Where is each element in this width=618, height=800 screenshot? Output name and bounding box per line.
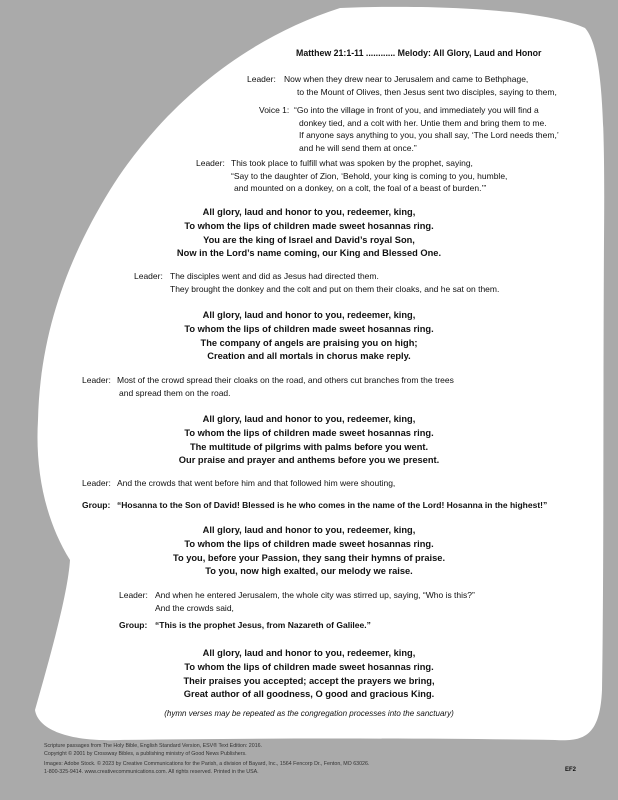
text-line: The disciples went and did as Jesus had directed them. <box>170 271 379 281</box>
voice-text-1 <box>294 104 559 154</box>
leader-speaker-6: Leader: <box>119 590 148 600</box>
footer-line: Scripture passages from The Holy Bible, English Standard Version, ESV® Text Edition: 2016. <box>44 743 263 749</box>
text-line: and mounted on a donkey, on a colt, the foal of a beast of burden.’” <box>234 183 487 194</box>
chorus-line: To whom the lips of children made sweet hosannas ring. <box>184 538 434 549</box>
chorus-line: The company of angels are praising you on high; <box>200 337 418 348</box>
text-line: and he will send them at once.” <box>299 142 417 153</box>
text-line: And when he entered Jerusalem, the whole city was stirred up, saying, “Who is this?” <box>155 590 475 600</box>
leader-speaker-4: Leader: <box>82 375 111 385</box>
group-text-2: “This is the prophet Jesus, from Nazareth of Galilee.” <box>155 620 371 630</box>
chorus-line: To you, before your Passion, they sang their hymns of praise. <box>172 552 446 563</box>
chorus-line: All glory, laud and honor to you, redeemer, king, <box>202 310 416 320</box>
chorus-line: To you, now high exalted, our melody we raise. <box>205 566 413 577</box>
chorus-verse-5 <box>0 647 618 702</box>
chorus-line: To whom the lips of children made sweet hosannas ring. <box>184 427 434 438</box>
page-title: Matthew 21:1-11 ............ Melody: All Glory, Laud and Honor <box>296 48 542 58</box>
leader-text-4 <box>117 374 454 399</box>
chorus-verse-2 <box>0 309 618 364</box>
chorus-line: Great author of all goodness, O good and gracious King. <box>183 689 435 700</box>
leader-speaker-5: Leader: <box>82 478 111 488</box>
repeat-note: (hymn verses may be repeated as the congregation processes into the sanctuary) <box>164 709 454 718</box>
chorus-line: All glory, laud and honor to you, redeemer, king, <box>202 207 416 217</box>
group-speaker-2: Group: <box>119 620 148 630</box>
text-line: And the crowds said, <box>155 602 234 613</box>
product-code: EF2 <box>565 767 577 773</box>
leader-text-2 <box>231 157 507 195</box>
text-line: “Go into the village in front of you, and immediately you will find a <box>294 105 539 115</box>
text-line: Now when they drew near to Jerusalem and came to Bethphage, <box>284 74 529 84</box>
leader-speaker-1: Leader: <box>247 74 276 84</box>
chorus-verse-3 <box>0 413 618 468</box>
text-line: This took place to fulfill what was spoken by the prophet, saying, <box>231 158 473 168</box>
chorus-line: All glory, laud and honor to you, redeemer, king, <box>202 414 416 424</box>
leader-text-6 <box>155 589 475 614</box>
text-line: Most of the crowd spread their cloaks on the road, and others cut branches from the trees <box>117 375 454 385</box>
chorus-line: The multitude of pilgrims with palms before you went. <box>189 441 429 452</box>
text-line: And the crowds that went before him and that followed him were shouting, <box>117 478 396 488</box>
chorus-line: All glory, laud and honor to you, redeemer, king, <box>202 648 416 658</box>
chorus-verse-4 <box>0 524 618 579</box>
chorus-line: To whom the lips of children made sweet hosannas ring. <box>184 220 434 231</box>
chorus-verse-1 <box>0 206 618 261</box>
leader-text-5 <box>117 477 395 490</box>
leader-speaker-3: Leader: <box>134 271 163 281</box>
leader-text-3 <box>170 270 499 295</box>
text-line: and spread them on the road. <box>119 387 231 398</box>
footer-line: Copyright © 2001 by Crossway Bibles, a publishing ministry of Good News Publishers. <box>44 750 247 757</box>
text-line: to the Mount of Olives, then Jesus sent two disciples, saying to them, <box>297 86 557 97</box>
chorus-line: Creation and all mortals in chorus make reply. <box>207 351 411 362</box>
leader-text-1 <box>284 73 557 98</box>
chorus-line: All glory, laud and honor to you, redeemer, king, <box>202 525 416 535</box>
text-line: donkey tied, and a colt with her. Untie them and bring them to me. <box>299 117 547 128</box>
chorus-line: Now in the Lord’s name coming, our King and Blessed One. <box>176 248 442 259</box>
group-speaker-1: Group: <box>82 500 111 510</box>
voice-speaker-1: Voice 1: <box>259 105 290 115</box>
chorus-line: Our praise and prayer and anthems before you we present. <box>178 455 440 466</box>
footer-line: 1-800-325-9414. www.creativecommunications.com. All rights reserved. Printed in the USA. <box>44 768 259 775</box>
leader-speaker-2: Leader: <box>196 158 225 168</box>
chorus-line: You are the king of Israel and David’s royal Son, <box>203 234 415 245</box>
text-line: “Say to the daughter of Zion, ‘Behold, your king is coming to you, humble, <box>231 170 508 181</box>
copyright-footer <box>44 743 369 776</box>
chorus-line: To whom the lips of children made sweet hosannas ring. <box>184 661 434 672</box>
chorus-line: To whom the lips of children made sweet hosannas ring. <box>184 323 434 334</box>
text-line: They brought the donkey and the colt and put on them their cloaks, and he sat on them. <box>170 283 500 294</box>
footer-line: Images: Adobe Stock. © 2023 by Creative Communications for the Parish, a division of Bayard, Inc., 1564 Fencorp Dr., Fenton, MO 63026. <box>44 761 370 768</box>
group-text-1: “Hosanna to the Son of David! Blessed is he who comes in the name of the Lord! Hosanna in the highest!” <box>117 500 548 510</box>
text-line: If anyone says anything to you, you shall say, ‘The Lord needs them,’ <box>299 130 559 141</box>
chorus-line: Their praises you accepted; accept the prayers we bring, <box>183 675 435 686</box>
